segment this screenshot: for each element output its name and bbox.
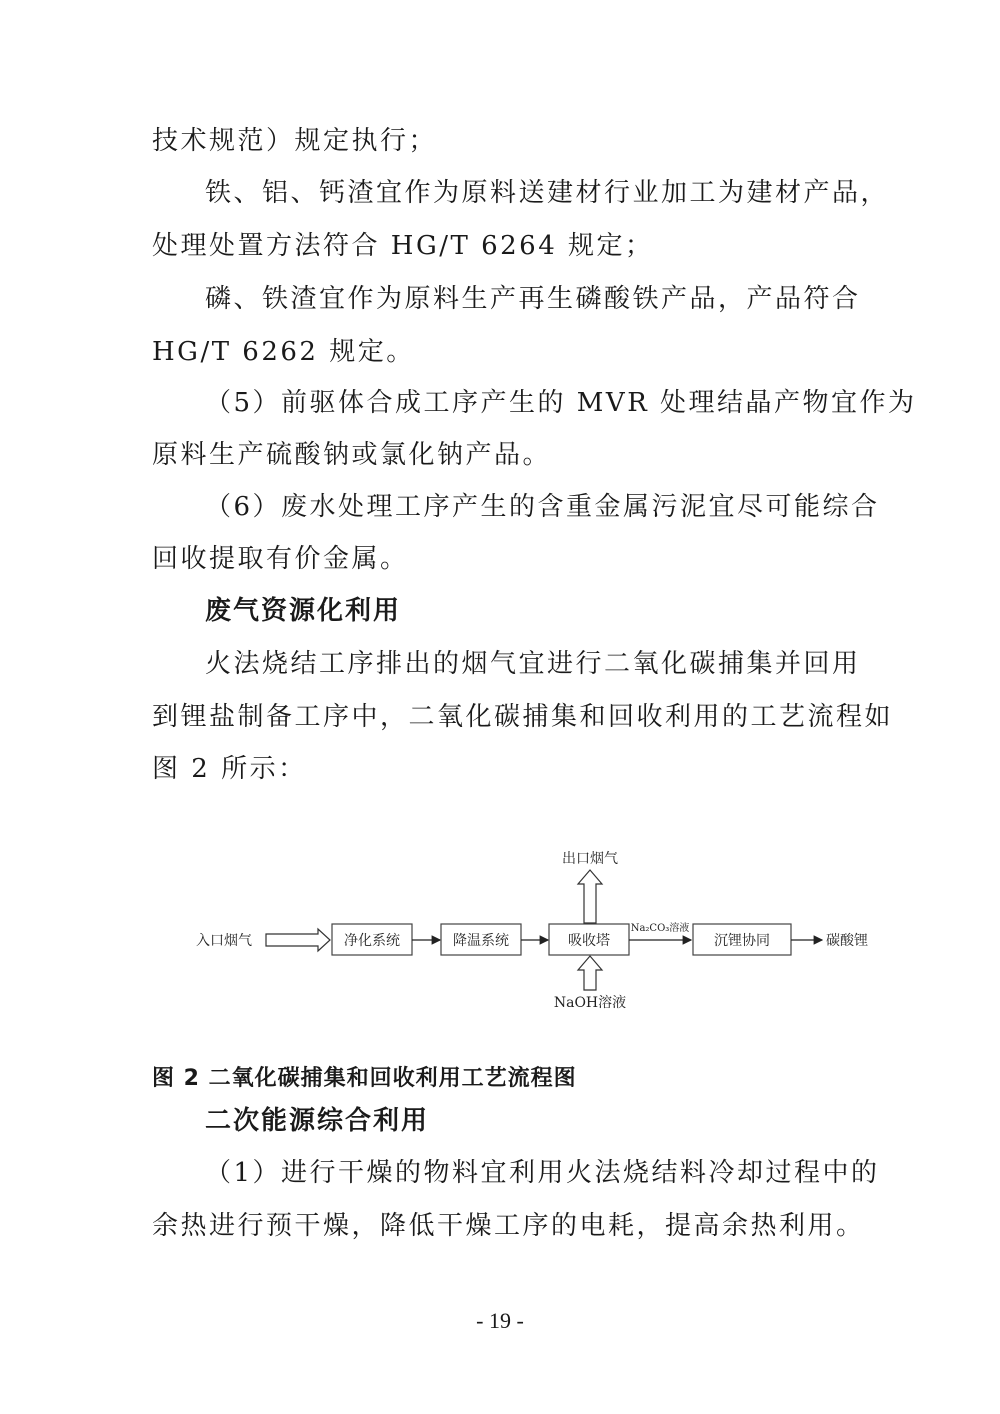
body-line: （5）前驱体合成工序产生的 MVR 处理结晶产物宜作为 xyxy=(205,388,917,418)
body-line: 图 2 所示： xyxy=(152,754,307,784)
outlet-label: 出口烟气 xyxy=(562,851,618,867)
page-number: - 19 - xyxy=(476,1308,524,1333)
body-line: 到锂盐制备工序中，二氧化碳捕集和回收利用的工艺流程如 xyxy=(152,702,894,732)
node-label: 净化系统 xyxy=(344,933,400,949)
process-flow-diagram xyxy=(0,830,1000,1030)
body-line: 技术规范）规定执行； xyxy=(152,126,438,156)
node-label: 降温系统 xyxy=(453,933,509,949)
na2co3-label: Na₂CO₃溶液 xyxy=(630,923,690,934)
node-label: 吸收塔 xyxy=(568,933,610,949)
body-line: 磷、铁渣宜作为原料生产再生磷酸铁产品，产品符合 xyxy=(205,284,861,314)
product-label: 碳酸锂 xyxy=(826,933,868,949)
body-line: 回收提取有价金属。 xyxy=(152,544,409,574)
body-line: （6）废水处理工序产生的含重金属污泥宜尽可能综合 xyxy=(205,492,880,522)
body-line: 余热进行预干燥，降低干燥工序的电耗，提高余热利用。 xyxy=(152,1211,865,1241)
body-line: 铁、铝、钙渣宜作为原料送建材行业加工为建材产品， xyxy=(205,178,890,208)
section-heading-waste-gas: 废气资源化利用 xyxy=(205,596,402,626)
body-line: 火法烧结工序排出的烟气宜进行二氧化碳捕集并回用 xyxy=(205,649,861,679)
inlet-label: 入口烟气 xyxy=(196,933,252,949)
body-line: HG/T 6262 规定。 xyxy=(152,337,415,367)
node-label: 沉锂协同 xyxy=(714,933,770,949)
outlet-hollow-arrow xyxy=(578,870,602,923)
body-line: （1）进行干燥的物料宜利用火法烧结料冷却过程中的 xyxy=(205,1158,880,1188)
inlet-hollow-arrow xyxy=(266,929,330,951)
naoh-label: NaOH溶液 xyxy=(553,995,627,1011)
body-line: 原料生产硫酸钠或氯化钠产品。 xyxy=(152,440,552,470)
body-line: 处理处置方法符合 HG/T 6264 规定； xyxy=(152,231,654,261)
figure-caption: 图 2 二氧化碳捕集和回收利用工艺流程图 xyxy=(152,1066,577,1091)
section-heading-secondary-energy: 二次能源综合利用 xyxy=(205,1106,430,1136)
naoh-hollow-arrow xyxy=(578,956,602,990)
